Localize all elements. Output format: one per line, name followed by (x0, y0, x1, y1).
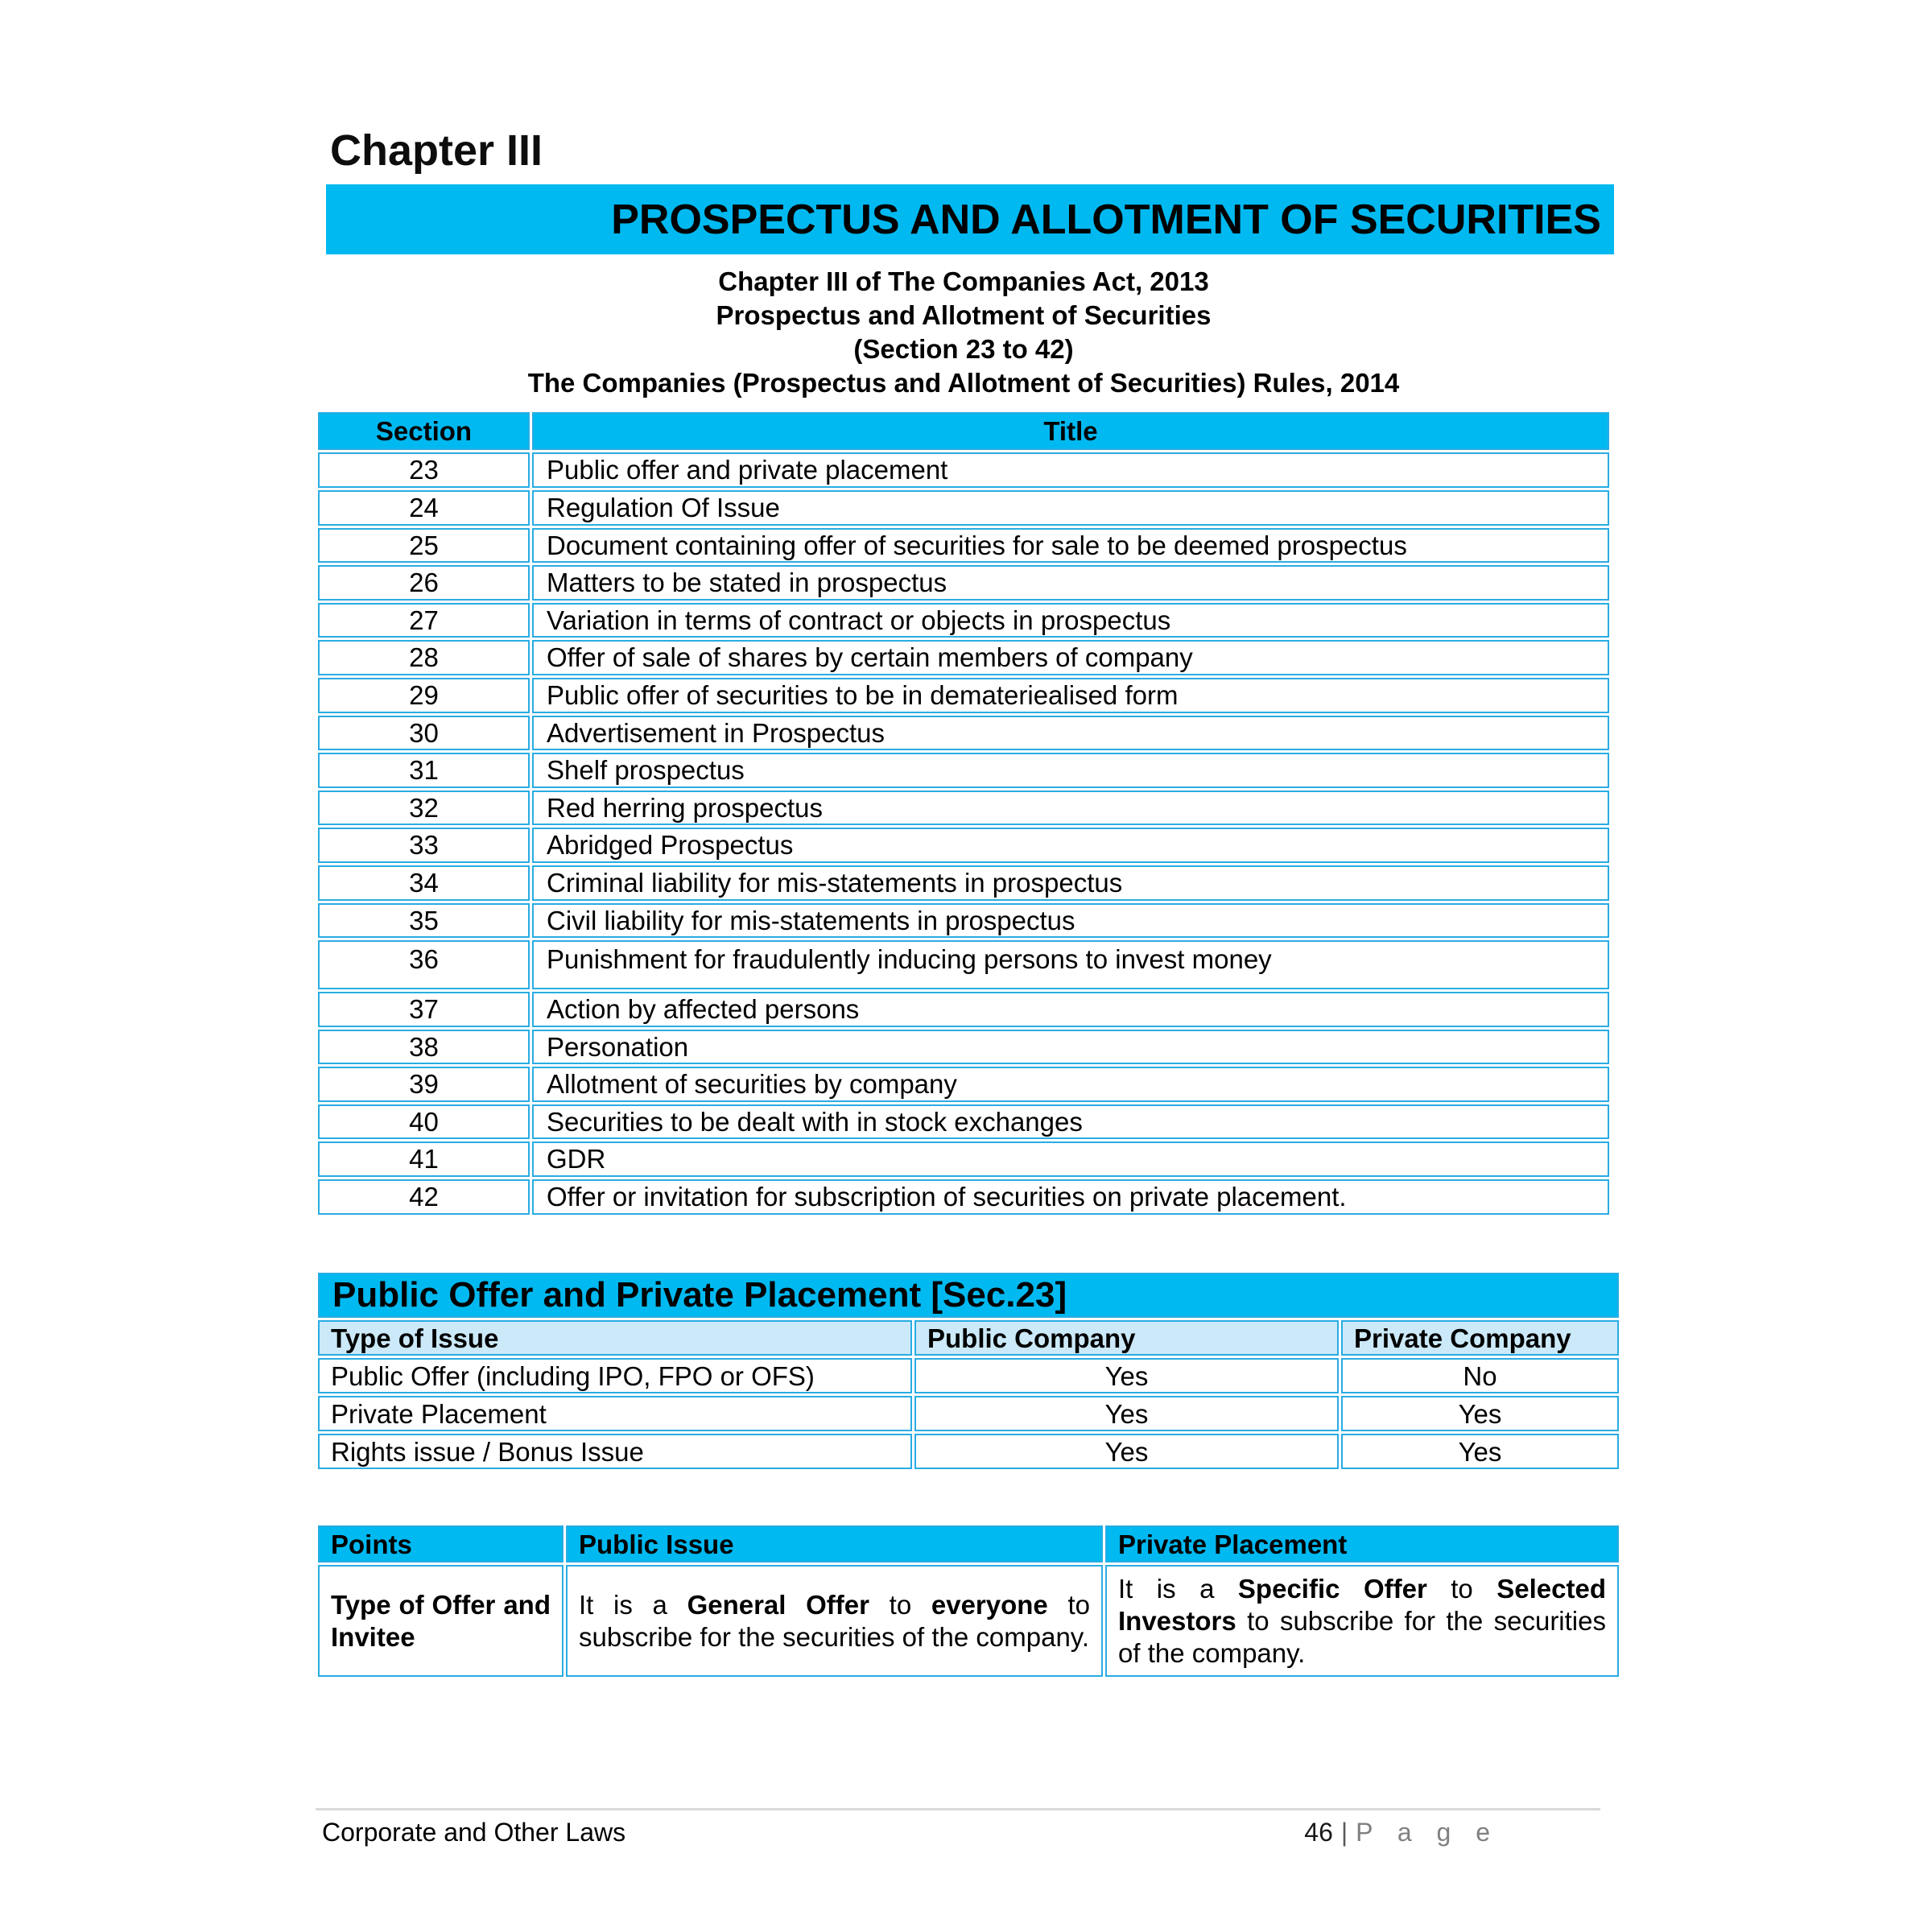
issue-answer: Yes (914, 1396, 1339, 1431)
section-number: 30 (318, 716, 530, 751)
section-row-25 (318, 528, 1609, 564)
section-number: 36 (318, 940, 530, 989)
sec23-header-private-company: Private Company (1341, 1320, 1619, 1356)
section-row-33 (318, 828, 1609, 863)
footer-divider (316, 1808, 1600, 1810)
section-title: Abridged Prospectus (532, 828, 1609, 863)
section-row-24 (318, 490, 1609, 526)
subtitle-block (316, 265, 1612, 400)
footer-page-number: 46 (1304, 1818, 1333, 1847)
section-number: 38 (318, 1030, 530, 1065)
issue-answer: Yes (1341, 1434, 1619, 1469)
points-header-public-issue: Public Issue (566, 1525, 1103, 1563)
section-title: Action by affected persons (532, 992, 1609, 1027)
section-title: Criminal liability for mis-statements in prospectus (532, 865, 1609, 901)
section-title: Punishment for fraudulently inducing persons to invest money (532, 940, 1609, 989)
section-number: 37 (318, 992, 530, 1027)
points-data-row (318, 1565, 1619, 1677)
section-number: 28 (318, 640, 530, 675)
section-number: 41 (318, 1141, 530, 1177)
sec23-row-3 (318, 1434, 1619, 1469)
public-offer-private-placement-table (316, 1270, 1621, 1472)
section-title: Offer of sale of shares by certain members of company (532, 640, 1609, 675)
section-row-34 (318, 865, 1609, 901)
section-title: Allotment of securities by company (532, 1067, 1609, 1102)
section-number: 26 (318, 565, 530, 601)
issue-type: Private Placement (318, 1396, 912, 1431)
section-number: 23 (318, 452, 530, 488)
section-title: Offer or invitation for subscription of securities on private placement. (532, 1179, 1609, 1215)
section-row-38 (318, 1030, 1609, 1065)
section-title: Matters to be stated in prospectus (532, 565, 1609, 601)
sec23-row-1 (318, 1358, 1619, 1393)
page-footer (316, 1818, 1600, 1853)
points-cell-public-issue: It is a General Offer to everyone to subscribe for the securities of the company. (566, 1565, 1103, 1677)
banner-title: PROSPECTUS AND ALLOTMENT OF SECURITIES (611, 196, 1601, 243)
sections-header-section: Section (318, 412, 530, 450)
section-title: GDR (532, 1141, 1609, 1177)
section-row-40 (318, 1104, 1609, 1140)
issue-type: Public Offer (including IPO, FPO or OFS) (318, 1358, 912, 1393)
points-comparison-table (316, 1523, 1621, 1679)
section-number: 39 (318, 1067, 530, 1102)
section-row-28 (318, 640, 1609, 675)
section-row-30 (318, 716, 1609, 751)
section-row-23 (318, 452, 1609, 488)
section-number: 35 (318, 903, 530, 939)
sections-header-title: Title (532, 412, 1609, 450)
section-row-26 (318, 565, 1609, 601)
section-row-29 (318, 678, 1609, 713)
section-number: 40 (318, 1104, 530, 1140)
section-row-42 (318, 1179, 1609, 1215)
section-title: Advertisement in Prospectus (532, 716, 1609, 751)
section-number: 32 (318, 791, 530, 826)
section-number: 33 (318, 828, 530, 863)
footer-page-indicator (1304, 1818, 1499, 1847)
chapter-title-banner (326, 184, 1614, 254)
subtitle-line-3: (Section 23 to 42) (853, 334, 1074, 365)
sec23-header-row (318, 1320, 1619, 1356)
sec23-row-2 (318, 1396, 1619, 1431)
points-cell-private-placement: It is a Specific Offer to Selected Investors to subscribe for the securities of the company. (1105, 1565, 1619, 1677)
points-cell-type-of-offer: Type of Offer and Invitee (318, 1565, 564, 1677)
section-number: 25 (318, 528, 530, 564)
section-title: Regulation Of Issue (532, 490, 1609, 526)
section-title: Shelf prospectus (532, 753, 1609, 788)
subtitle-line-1: Chapter III of The Companies Act, 2013 (718, 266, 1209, 297)
points-header-row (318, 1525, 1619, 1563)
sec23-header-type-of-issue: Type of Issue (318, 1320, 912, 1356)
issue-answer: Yes (914, 1434, 1339, 1469)
issue-answer: Yes (914, 1358, 1339, 1393)
section-row-31 (318, 753, 1609, 788)
section-title: Civil liability for mis-statements in prospectus (532, 903, 1609, 939)
section-number: 29 (318, 678, 530, 713)
section-row-36 (318, 940, 1609, 989)
section-row-39 (318, 1067, 1609, 1102)
section-title: Red herring prospectus (532, 791, 1609, 826)
sec23-header-public-company: Public Company (914, 1320, 1339, 1356)
footer-separator: | (1340, 1818, 1348, 1847)
subtitle-line-4: The Companies (Prospectus and Allotment of Securities) Rules, 2014 (527, 368, 1400, 398)
footer-page-word: P a g e (1356, 1818, 1499, 1847)
issue-type: Rights issue / Bonus Issue (318, 1434, 912, 1469)
section-number: 42 (318, 1179, 530, 1215)
sections-table (316, 410, 1612, 1216)
section-title: Document containing offer of securities for sale to be deemed prospectus (532, 528, 1609, 564)
section-number: 31 (318, 753, 530, 788)
section-title: Public offer of securities to be in demateriealised form (532, 678, 1609, 713)
footer-book-title: Corporate and Other Laws (322, 1818, 626, 1847)
section-title: Variation in terms of contract or objects in prospectus (532, 603, 1609, 638)
section-row-35 (318, 903, 1609, 939)
chapter-heading: Chapter III (330, 126, 543, 175)
issue-answer: Yes (1341, 1396, 1619, 1431)
section-row-32 (318, 791, 1609, 826)
sec23-title-row (318, 1273, 1619, 1319)
sec23-section-title: Public Offer and Private Placement [Sec.23] (318, 1273, 1619, 1319)
section-row-41 (318, 1141, 1609, 1177)
section-title: Public offer and private placement (532, 452, 1609, 488)
section-number: 24 (318, 490, 530, 526)
section-number: 27 (318, 603, 530, 638)
issue-answer: No (1341, 1358, 1619, 1393)
points-header-points: Points (318, 1525, 564, 1563)
section-row-27 (318, 603, 1609, 638)
section-number: 34 (318, 865, 530, 901)
section-title: Personation (532, 1030, 1609, 1065)
subtitle-line-2: Prospectus and Allotment of Securities (716, 300, 1212, 331)
section-row-37 (318, 992, 1609, 1027)
sections-header-row (318, 412, 1609, 450)
points-header-private-placement: Private Placement (1105, 1525, 1619, 1563)
section-title: Securities to be dealt with in stock exchanges (532, 1104, 1609, 1140)
